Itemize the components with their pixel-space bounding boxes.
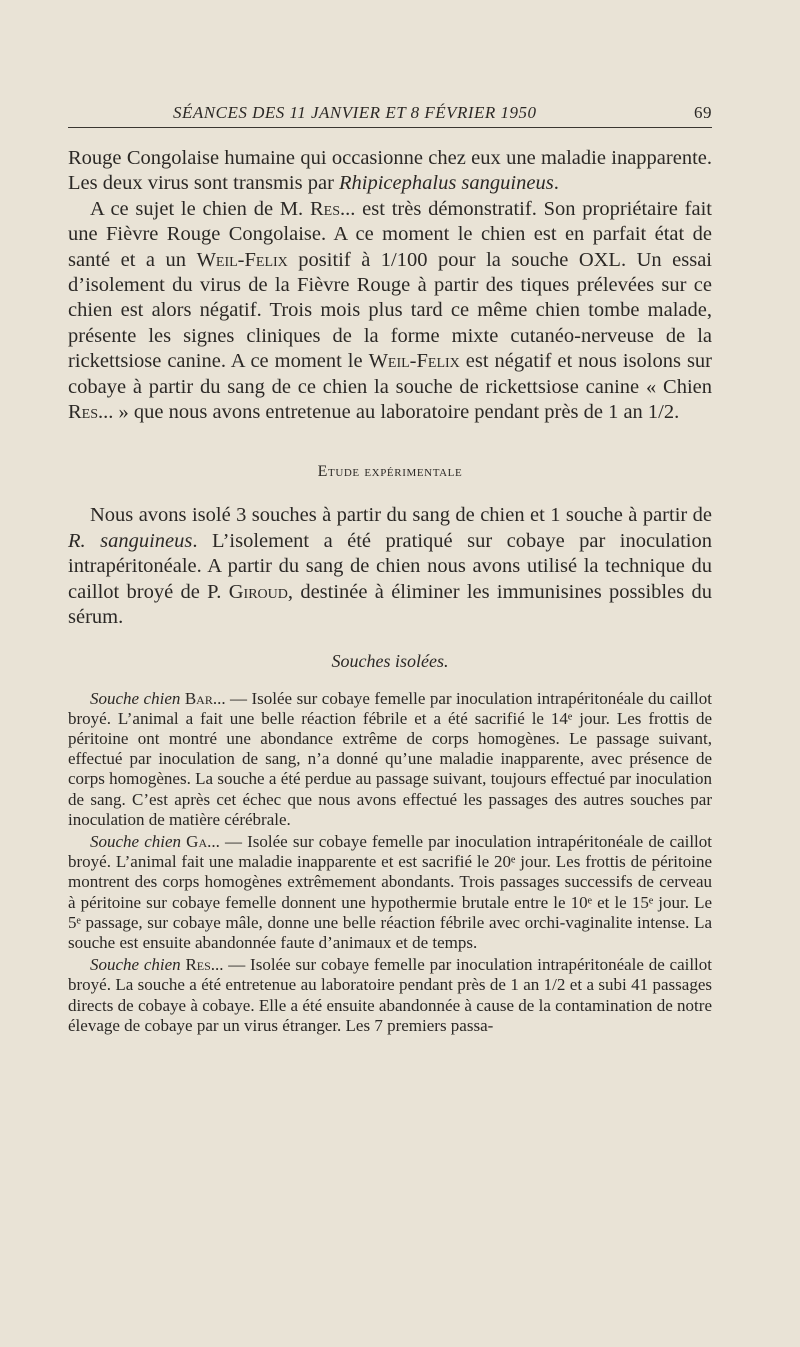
intro-text [68,146,712,425]
running-header [68,103,712,125]
methods-text [68,503,712,630]
strain-paragraph: Souche chien Bar... — Isolée sur cobaye femelle par inoculation intrapéritonéale du caillot broyé. L’animal a fait une belle réaction fébrile et a été sacrifié le 14ᵉ jour. Les frottis de péritoine ont montré une abondance extrême de corps homogènes. Le passage suivant, effectué par inoculation de sang, n’a donné qu’une maladie inapparente, avec présence de corps homogènes. La souche a été perdue au passage suivant, toujours effectué par inoculation de sang. C’est après cet échec que nous avons effectué les passages des autres souches par inoculation de matière cérébrale. [68,688,712,829]
strains-text [68,689,712,1036]
strain-paragraph: Souche chien Res... — Isolée sur cobaye femelle par inoculation intrapéritonéale de caillot broyé. La souche a été entretenue au laboratoire pendant près de 1 an 1/2 et a subi 41 passages directs de cobaye à cobaye. Elle a été ensuite abandonnée à cause de la contamination de notre élevage de cobaye par un virus étranger. Les 7 premiers passa- [68,955,713,1035]
page-body [68,146,712,1036]
page-number: 69 [694,103,712,122]
paragraph: A ce sujet le chien de M. Res... est très démonstratif. Son propriétaire fait une Fièvre Rouge Congolaise. A ce moment le chien est en parfait état de santé et a un Weil-Felix positif à 1/100 pour la souche OXL. Un essai d’isolement du virus de la Fièvre Rouge à partir des tiques prélevées sur ce chien est alors négatif. Trois mois plus tard ce même chien tombe malade, présente les signes cliniques de la forme mixte cutanéo-nerveuse de la rickettsiose canine. A ce moment le Weil-Felix est négatif et nous isolons sur cobaye à partir du sang de ce chien la souche de rickettsiose canine « Chien Res... » que nous avons entretenue au laboratoire pendant près de 1 an 1/2. [68,197,712,424]
paragraph: Nous avons isolé 3 souches à partir du sang de chien et 1 souche à partir de R. sanguineus. L’isolement a été pratiqué sur cobaye par inoculation intrapéritonéale. A partir du sang de chien nous avons utilisé la technique du caillot broyé de P. Giroud, destinée à éliminer les immunisines possibles du sérum. [68,504,712,629]
subsection-heading: Souches isolées. [331,650,449,671]
running-title: SÉANCES DES 11 JANVIER ET 8 FÉVRIER 1950 [173,103,537,122]
header-rule [68,127,712,128]
section-heading: Etude expérimentale [317,463,463,481]
paragraph: Rouge Congolaise humaine qui occasionne chez eux une maladie inapparente. Les deux virus sont transmis par Rhipicephalus sanguineus. [68,147,712,195]
strain-paragraph: Souche chien Ga... — Isolée sur cobaye femelle par inoculation intrapéritonéale de caillot broyé. L’animal fait une maladie inapparente et est sacrifié le 20ᵉ jour. Les frottis de péritoine montrent des corps homogènes extrêmement abondants. Trois passages successifs de cerveau à péritoine sur cobaye femelle donnent une hypothermie brutale entre le 10ᵉ et le 15ᵉ jour. Le 5ᵉ passage, sur cobaye mâle, donne une belle réaction fébrile avec orchi-vaginalite intense. La souche est ensuite abandonnée faute d’animaux et de temps. [68,831,713,952]
